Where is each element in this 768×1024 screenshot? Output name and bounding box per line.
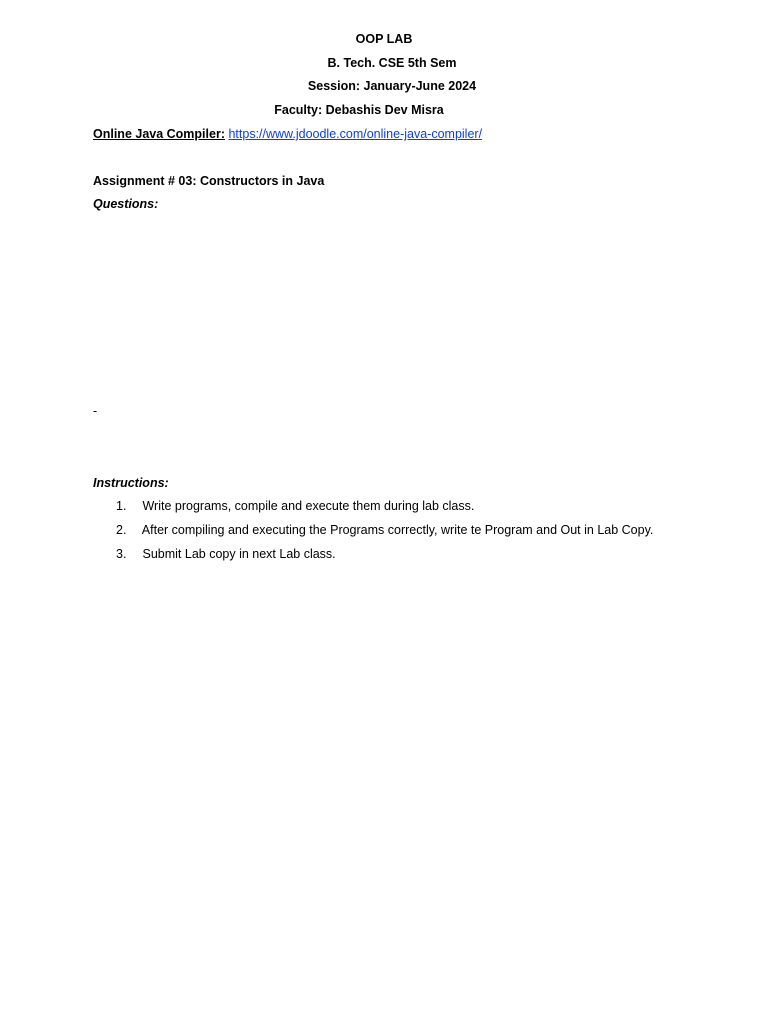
course-title: OOP LAB <box>355 32 413 46</box>
list-text: After compiling and executing the Programs correctly, write te Program and Out in Lab Copy. <box>141 523 654 537</box>
compiler-link[interactable]: https://www.jdoodle.com/online-java-compiler/ <box>228 127 483 141</box>
list-text: Submit Lab copy in next Lab class. <box>142 547 336 561</box>
list-number: 3. <box>116 547 127 561</box>
questions-label: Questions: <box>93 197 159 211</box>
session-line: Session: January-June 2024 <box>307 79 477 93</box>
list-item <box>116 523 653 537</box>
assignment-title: Assignment # 03: Constructors in Java <box>93 174 325 188</box>
instructions-label: Instructions: <box>93 476 169 490</box>
compiler-label: Online Java Compiler: <box>93 127 225 141</box>
program-line: B. Tech. CSE 5th Sem <box>327 56 457 70</box>
compiler-line <box>93 127 482 141</box>
dash-mark: - <box>93 404 98 418</box>
list-text: Write programs, compile and execute them during lab class. <box>142 499 475 513</box>
list-number: 2. <box>116 523 127 537</box>
faculty-line: Faculty: Debashis Dev Misra <box>274 103 444 117</box>
list-item <box>116 547 336 561</box>
list-number: 1. <box>116 499 127 513</box>
list-item <box>116 499 474 513</box>
